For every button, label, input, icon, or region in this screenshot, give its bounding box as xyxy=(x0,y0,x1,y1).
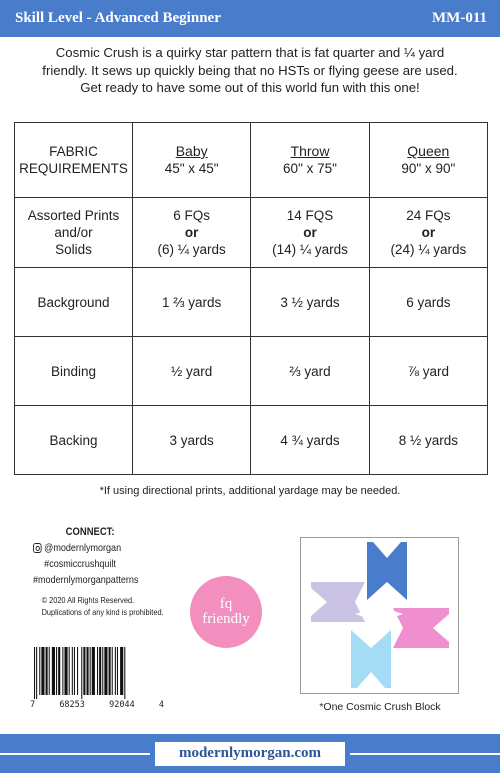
badge-line-1: fq xyxy=(219,596,233,612)
footer-bar xyxy=(0,734,500,773)
connect-title: CONNECT: xyxy=(65,526,115,538)
table-row-backing xyxy=(15,406,488,475)
assorted-yards: (24) ¼ yards xyxy=(390,242,467,257)
table-cell: 4 ¾ yards xyxy=(251,406,369,475)
barcode-bar xyxy=(104,647,107,695)
barcode-bar xyxy=(92,647,95,695)
barcode-bar xyxy=(124,647,125,699)
barcode-bar xyxy=(52,647,55,695)
or-text: or xyxy=(184,225,199,240)
quilt-block-image xyxy=(301,538,457,692)
barcode-bar xyxy=(49,647,50,695)
barcode-bar xyxy=(58,647,60,695)
barcode-bar xyxy=(87,647,89,695)
size-cell-throw xyxy=(251,123,369,198)
barcode-bar xyxy=(36,647,37,699)
fq-friendly-badge xyxy=(190,576,262,648)
assorted-cell-throw xyxy=(251,198,369,268)
barcode-bar xyxy=(120,647,123,695)
size-dims: 60" x 75" xyxy=(283,161,337,176)
instagram-icon xyxy=(33,543,42,553)
table-cell: 8 ½ yards xyxy=(369,406,487,475)
assorted-fq: 24 FQs xyxy=(406,208,451,223)
hashtag-1: #cosmiccrushquilt xyxy=(44,558,116,570)
table-cell: 1 ⅔ yards xyxy=(133,268,251,337)
quilt-block-frame xyxy=(300,537,459,694)
barcode-bar xyxy=(81,647,82,699)
table-header-row xyxy=(15,123,488,198)
barcode-bar xyxy=(115,647,116,695)
barcode-bar xyxy=(74,647,75,695)
barcode-digits xyxy=(30,700,164,710)
pattern-code: MM-011 xyxy=(432,10,487,26)
size-dims: 45" x 45" xyxy=(164,161,219,176)
barcode-bar xyxy=(62,647,63,695)
intro-line-3: Get ready to have some out of this world fun with this one! xyxy=(80,80,420,95)
directional-prints-note: *If using directional prints, additional yardage may be needed. xyxy=(99,485,401,497)
assorted-yards: (14) ¼ yards xyxy=(272,242,348,257)
barcode-digit-4: 4 xyxy=(158,700,164,710)
hashtag-2: #modernlymorganpatterns xyxy=(33,574,139,586)
intro-line-1: Cosmic Crush is a quirky star pattern that is fat quarter and ¼ yard xyxy=(55,45,445,60)
barcode-bar xyxy=(83,647,85,695)
barcode-digit-3: 92044 xyxy=(109,700,135,710)
table-cell: 3 yards xyxy=(133,406,251,475)
size-name: Queen xyxy=(407,143,450,159)
barcode-bar xyxy=(64,647,67,695)
barcode-digit-1: 7 xyxy=(30,700,36,710)
website-label xyxy=(155,742,345,766)
intro-paragraph xyxy=(20,44,480,97)
copyright-block xyxy=(33,594,179,618)
table-row-background xyxy=(15,268,488,337)
size-cell-queen xyxy=(369,123,487,198)
copyright-text: © 2020 All Rights Reserved. xyxy=(41,595,135,605)
table-cell: ⅞ yard xyxy=(369,337,487,406)
fabric-requirements-table xyxy=(14,122,488,475)
barcode-bar xyxy=(56,647,57,695)
barcode-bar xyxy=(112,647,113,695)
header-label-line-2: REQUIREMENTS xyxy=(19,161,128,176)
badge-line-2: friendly xyxy=(202,611,250,627)
barcode-bar xyxy=(39,647,40,695)
instagram-line xyxy=(33,540,179,556)
or-text: or xyxy=(421,225,436,240)
barcode-bar xyxy=(117,647,118,695)
assorted-label-line-3: Solids xyxy=(55,242,92,257)
barcode-bar xyxy=(97,647,98,695)
barcode-bar xyxy=(77,647,78,695)
connect-section xyxy=(33,524,179,618)
header-label-cell xyxy=(15,123,133,198)
row-label-cell xyxy=(15,198,133,268)
barcode xyxy=(34,647,159,699)
intro-line-2: friendly. It sews up quickly being that no HSTs or flying geese are used. xyxy=(42,62,458,78)
row-label-cell: Background xyxy=(15,268,133,337)
barcode-bar xyxy=(41,647,44,695)
table-cell: 6 yards xyxy=(369,268,487,337)
duplication-text: Duplications of any kind is prohibited. xyxy=(41,607,164,617)
barcode-bar xyxy=(46,647,48,695)
block-caption: *One Cosmic Crush Block xyxy=(319,701,441,713)
assorted-cell-queen xyxy=(369,198,487,268)
barcode-bar xyxy=(99,647,101,695)
table-cell: ½ yard xyxy=(133,337,251,406)
row-label-cell: Binding xyxy=(15,337,133,406)
assorted-yards: (6) ¼ yards xyxy=(157,242,226,257)
skill-level: Skill Level - Advanced Beginner xyxy=(15,10,221,26)
size-name: Throw xyxy=(290,143,330,159)
assorted-label-line-1: Assorted Prints xyxy=(27,208,120,223)
table-cell: 3 ½ yards xyxy=(251,268,369,337)
assorted-label-line-2: and/or xyxy=(54,225,93,240)
table-row-binding xyxy=(15,337,488,406)
table-row-assorted xyxy=(15,198,488,268)
block-center-star xyxy=(355,590,403,638)
assorted-fq: 14 FQS xyxy=(286,208,334,223)
assorted-fq: 6 FQs xyxy=(173,208,211,223)
header-label-line-1: FABRIC xyxy=(49,144,98,159)
instagram-handle: @modernlymorgan xyxy=(44,542,122,554)
barcode-bar xyxy=(102,647,103,695)
barcode-digit-2: 68253 xyxy=(59,700,85,710)
header-bar xyxy=(0,0,500,37)
size-dims: 90" x 90" xyxy=(401,161,456,176)
barcode-bar xyxy=(90,647,91,695)
barcode-bar xyxy=(34,647,35,699)
table-cell: ⅔ yard xyxy=(251,337,369,406)
website-text: modernlymorgan.com xyxy=(178,744,322,761)
barcode-bar xyxy=(109,647,111,695)
size-cell-baby xyxy=(133,123,251,198)
barcode-bar xyxy=(69,647,70,695)
barcode-bar xyxy=(72,647,73,695)
row-label-cell: Backing xyxy=(15,406,133,475)
size-name: Baby xyxy=(175,143,208,159)
or-text: or xyxy=(303,225,317,240)
assorted-cell-baby xyxy=(133,198,251,268)
